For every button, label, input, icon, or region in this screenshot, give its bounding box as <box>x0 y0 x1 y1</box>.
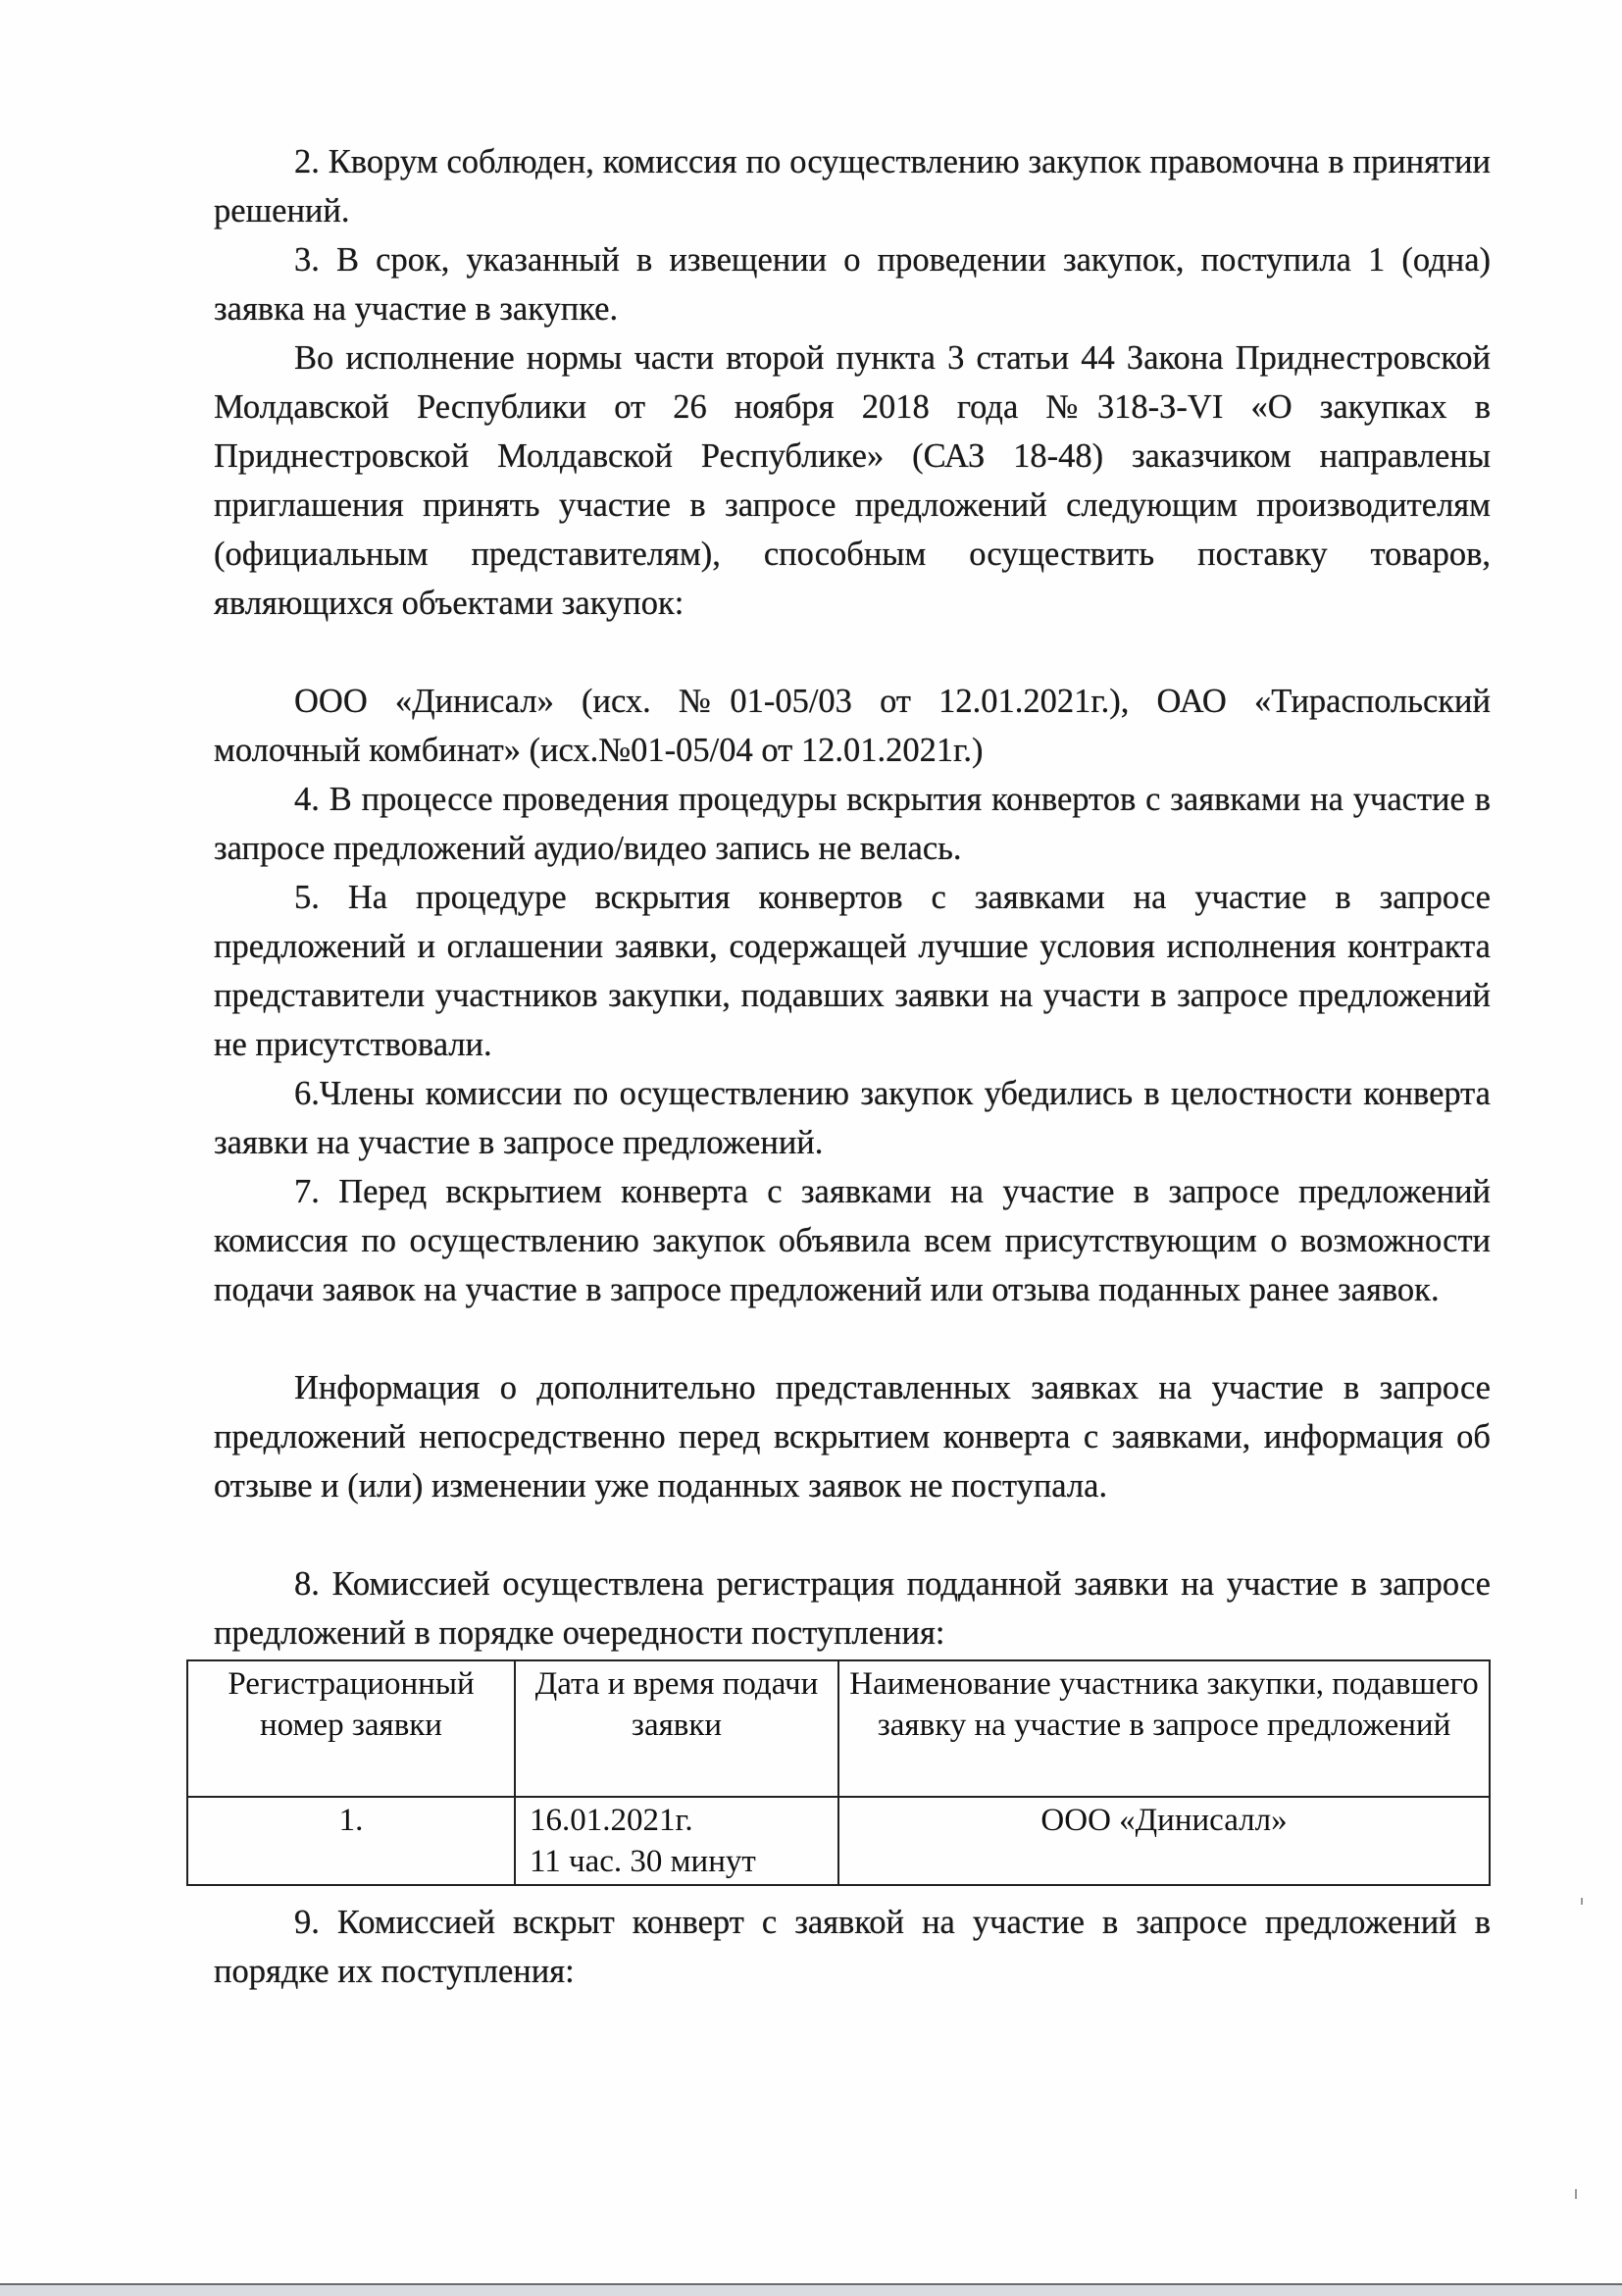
paragraph-8-registration: 8. Комиссией осуществлена регистрация подданной заявки на участие в запросе предложений в порядке очередности поступления: <box>214 1565 1491 1652</box>
paragraph-9-envelope-opened: 9. Комиссией вскрыт конверт с заявкой на участие в запросе предложений в порядке их поступления: <box>214 1904 1491 1990</box>
table-header-row <box>187 1660 1490 1797</box>
header-date-time: Дата и время подачи заявки <box>515 1660 838 1797</box>
cell-date: 16.01.2021г. <box>530 1803 693 1838</box>
paragraph-3-applications-received: 3. В срок, указанный в извещении о проведении закупок, поступила 1 (одна) заявка на участие в закупке. <box>214 241 1491 328</box>
scan-speck <box>1581 1898 1583 1905</box>
paragraph-6-envelope-integrity: 6.Члены комиссии по осуществлению закупок убедились в целостности конверта заявки на участие в запросе предложений. <box>214 1075 1491 1161</box>
cell-date-time <box>515 1797 838 1885</box>
paragraph-7-announcement: 7. Перед вскрытием конверта с заявками на участие в запросе предложений комиссия по осуществлению закупок объявила всем присутствующим о возможности подачи заявок на участие в запросе предложений или отзыва поданных ранее заявок. <box>214 1173 1491 1308</box>
header-participant-name: Наименование участника закупки, подавшего заявку на участие в запросе предложений <box>838 1660 1490 1797</box>
paragraph-4-no-recording: 4. В процессе проведения процедуры вскрытия конвертов с заявками на участие в запросе предложений аудио/видео запись не велась. <box>214 781 1491 867</box>
header-registration-number: Регистрационный номер заявки <box>187 1660 515 1797</box>
registration-table <box>186 1659 1491 1886</box>
scan-bottom-edge <box>0 2283 1622 2296</box>
cell-registration-number: 1. <box>187 1797 515 1885</box>
paragraph-2-quorum: 2. Кворум соблюден, комиссия по осуществлению закупок правомочна в принятии решений. <box>214 143 1491 230</box>
cell-participant-name: ООО «Динисалл» <box>838 1797 1490 1885</box>
table-row <box>187 1797 1490 1885</box>
cell-time: 11 час. 30 минут <box>530 1844 756 1879</box>
paragraph-invitees: ООО «Динисал» (исх. №01-05/03 от 12.01.2021г.), ОАО «Тираспольский молочный комбинат» (исх.№01-05/04 от 12.01.2021г.) <box>214 683 1491 769</box>
paragraph-law-invitations: Во исполнение нормы части второй пункта 3 статьи 44 Закона Приднестровской Молдавской Республики от 26 ноября 2018 года №318-З-VI «О закупках в Приднестровской Молдавской Республике» (САЗ 18-48) заказчиком направлены приглашения принять участие в запросе предложений следующим производителям (официальным представителям), способным осуществить поставку товаров, являющихся объектами закупок: <box>214 339 1491 622</box>
paragraph-additional-info: Информация о дополнительно представленных заявках на участие в запросе предложений непосредственно перед вскрытием конверта с заявками, информация об отзыве и (или) изменении уже поданных заявок не поступала. <box>214 1369 1491 1505</box>
paragraph-5-representatives-absent: 5. На процедуре вскрытия конвертов с заявками на участие в запросе предложений и оглашении заявки, содержащей лучшие условия исполнения контракта представители участников закупки, подавших заявки на участи в запросе предложений не присутствовали. <box>214 879 1491 1063</box>
scan-speck <box>1575 2189 1577 2199</box>
